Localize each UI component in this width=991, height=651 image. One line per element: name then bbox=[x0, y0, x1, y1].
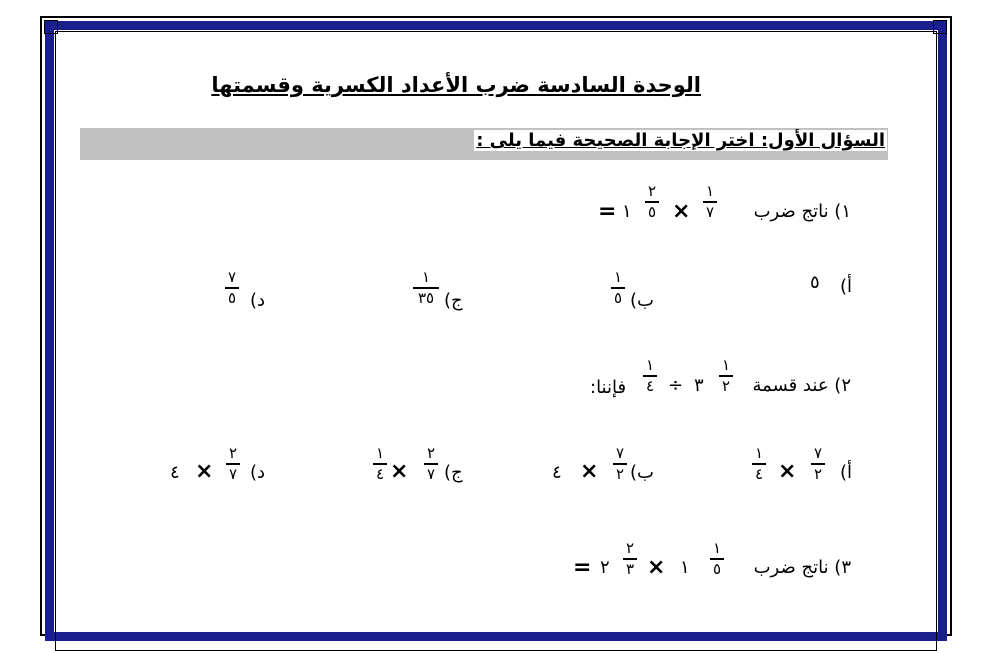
q2-suffix: فإننا: bbox=[590, 377, 627, 398]
q2-option-b-times: × bbox=[580, 459, 599, 484]
q2-option-a-label[interactable]: أ) bbox=[840, 462, 853, 483]
q1-option-c-fraction: ١ ٣٥ bbox=[413, 270, 439, 306]
q1-equals: = bbox=[598, 199, 617, 224]
q3-times: × bbox=[647, 555, 666, 580]
q2-option-c-label[interactable]: ج) bbox=[444, 462, 463, 483]
q2-whole: ٣ bbox=[694, 375, 704, 396]
q3-prefix: ٣) ناتج ضرب bbox=[753, 557, 851, 578]
corner-box-right bbox=[933, 20, 947, 34]
section-title: السؤال الأول: اختر الإجابة الصحيحة فيما يلى : bbox=[476, 130, 885, 151]
q3-fraction-a: ١ ٥ bbox=[710, 541, 724, 577]
q3-equals: = bbox=[573, 555, 592, 580]
q2-option-c-times: × bbox=[390, 459, 409, 484]
q2-divide: ÷ bbox=[668, 375, 684, 396]
corner-box-left bbox=[44, 20, 58, 34]
q3-whole-a: ١ bbox=[680, 557, 690, 578]
q1-option-b-fraction: ١ ٥ bbox=[611, 270, 625, 306]
q2-option-d-whole: ٤ bbox=[170, 462, 180, 483]
q2-option-b-label[interactable]: ب) bbox=[630, 462, 654, 483]
q2-fraction-a: ١ ٢ bbox=[719, 358, 733, 394]
q2-option-b-fraction: ٧ ٢ bbox=[613, 446, 627, 482]
q1-option-a-value: ٥ bbox=[810, 272, 820, 293]
q2-option-a-fraction-1: ٧ ٢ bbox=[811, 446, 825, 482]
q2-option-d-times: × bbox=[195, 459, 214, 484]
q2-option-d-label[interactable]: د) bbox=[250, 462, 266, 483]
q2-option-a-fraction-2: ١ ٤ bbox=[752, 446, 766, 482]
q1-prefix: ١) ناتج ضرب bbox=[753, 201, 851, 222]
page-title: الوحدة السادسة ضرب الأعداد الكسرية وقسمتها bbox=[211, 73, 701, 97]
q1-times: × bbox=[672, 199, 691, 224]
q2-fraction-b: ١ ٤ bbox=[643, 358, 657, 394]
q2-option-b-whole: ٤ bbox=[552, 462, 562, 483]
q2-option-c-fraction-1: ٢ ٧ bbox=[424, 446, 438, 482]
q3-whole-b: ٢ bbox=[600, 557, 610, 578]
q1-option-a-label[interactable]: أ) bbox=[840, 276, 853, 297]
q1-fraction-a: ١ ٧ bbox=[703, 184, 717, 220]
q1-option-b-label[interactable]: ب) bbox=[630, 290, 654, 311]
q1-fraction-b: ٢ ٥ bbox=[645, 184, 659, 220]
q2-option-c-fraction-2: ١ ٤ bbox=[373, 446, 387, 482]
q1-option-c-label[interactable]: ج) bbox=[444, 290, 463, 311]
q2-option-d-fraction: ٢ ٧ bbox=[226, 446, 240, 482]
q1-option-d-fraction: ٧ ٥ bbox=[225, 270, 239, 306]
q2-option-a-times: × bbox=[778, 459, 797, 484]
q1-whole: ١ bbox=[622, 201, 632, 222]
q3-fraction-b: ٢ ٣ bbox=[623, 541, 637, 577]
q1-option-d-label[interactable]: د) bbox=[250, 290, 266, 311]
q2-prefix: ٢) عند قسمة bbox=[752, 375, 851, 396]
